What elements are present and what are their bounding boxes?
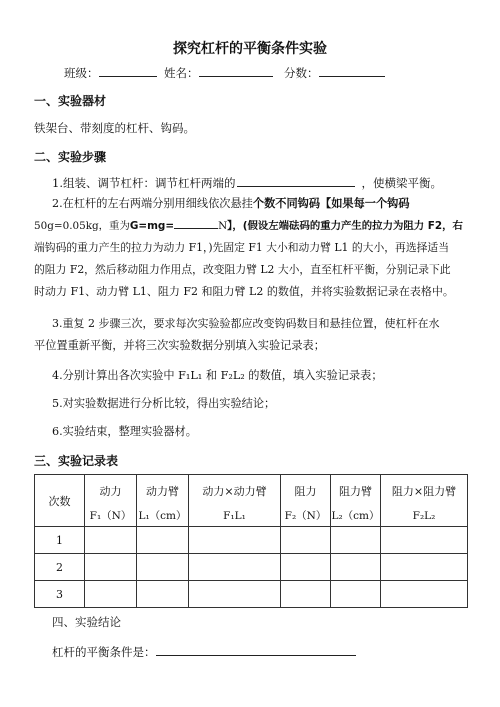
table-cell[interactable] xyxy=(189,554,281,581)
step-2-line-5: 时动力 F1、动力臂 L1、阻力 F2 和阻力臂 L2 的数值，并将实验数据记录在表格中。 xyxy=(34,285,454,298)
table-cell[interactable] xyxy=(381,527,468,554)
step-1-blank[interactable] xyxy=(237,174,355,187)
step-2-bold-text: 个数不同钩码 xyxy=(252,197,321,210)
name-label: 姓名： xyxy=(164,66,199,80)
row-number: 3 xyxy=(35,581,85,608)
table-cell[interactable] xyxy=(137,527,189,554)
section-equipment-heading: 一、实验器材 xyxy=(34,94,107,108)
step-2-line-2d: 】，(假设左端砝码的重力产生的拉力为阻力 F2，右 xyxy=(227,220,463,232)
step-3-line-2: 平位置重新平衡，并将三次实验数据分别填入实验记录表； xyxy=(34,339,325,352)
header-arm2 xyxy=(331,475,381,527)
class-blank[interactable] xyxy=(99,64,157,77)
table-cell[interactable] xyxy=(137,554,189,581)
table-row xyxy=(35,527,468,554)
table-cell[interactable] xyxy=(381,554,468,581)
score-label: 分数： xyxy=(284,66,319,80)
header-product2-unit: F₂L₂ xyxy=(412,509,436,522)
step-1 xyxy=(52,174,442,191)
header-force2-label: 阻力 xyxy=(294,484,317,498)
class-field xyxy=(64,64,157,81)
step-6: 6.实验结束，整理实验器材。 xyxy=(52,425,197,438)
table-cell[interactable] xyxy=(331,581,381,608)
header-arm1 xyxy=(137,475,189,527)
header-product2 xyxy=(381,475,468,527)
header-product1-label: 动力×动力臂 xyxy=(202,484,267,498)
table-cell[interactable] xyxy=(189,527,281,554)
table-header-row xyxy=(35,475,468,527)
step-2-line-2b: G=mg= xyxy=(129,220,175,232)
table-cell[interactable] xyxy=(85,581,137,608)
table-cell[interactable] xyxy=(189,581,281,608)
section-conclusion-heading: 四、实验结论 xyxy=(52,615,121,629)
record-table xyxy=(34,474,468,608)
header-product2-label: 阻力×阻力臂 xyxy=(391,484,457,498)
header-force2-unit: F₂（N） xyxy=(284,509,327,522)
step-3-line-1: 3.重复 2 步骤三次，要求每次实验验都应改变钩码数目和悬挂位置，使杠杆在水 xyxy=(52,317,440,330)
weight-blank[interactable] xyxy=(174,216,218,229)
table-cell[interactable] xyxy=(281,554,331,581)
table-cell[interactable] xyxy=(85,554,137,581)
step-2-line-1 xyxy=(52,193,410,215)
equipment-text: 铁架台、带刻度的杠杆、钩码。 xyxy=(34,121,195,135)
step-2-text-a: 2.在杠杆的左右两端分别用细线依次悬挂 xyxy=(52,197,253,210)
table-row xyxy=(35,581,468,608)
step-2-line-2c: N xyxy=(218,220,228,232)
step-2-line-4: 的阻力 F2，然后移动阻力作用点，改变阻力臂 L2 大小，直至杠杆平衡，分别记录下此 xyxy=(34,263,451,276)
conclusion-line xyxy=(52,643,356,660)
step-2-bracket: 【如果每一个钩码 xyxy=(320,197,410,210)
score-field xyxy=(284,64,385,81)
section-table-heading: 三、实验记录表 xyxy=(34,454,119,468)
score-blank[interactable] xyxy=(319,64,385,77)
name-blank[interactable] xyxy=(199,64,273,77)
conclusion-blank[interactable] xyxy=(156,643,356,656)
table-cell[interactable] xyxy=(137,581,189,608)
header-arm1-label: 动力臂 xyxy=(146,484,179,498)
table-cell[interactable] xyxy=(281,581,331,608)
header-force1-label: 动力 xyxy=(99,484,122,498)
header-arm2-label: 阻力臂 xyxy=(339,484,372,498)
name-field xyxy=(164,64,273,81)
header-arm2-unit: L₂（cm） xyxy=(331,509,380,522)
row-number: 2 xyxy=(35,554,85,581)
table-cell[interactable] xyxy=(331,527,381,554)
step-2-line-2 xyxy=(34,215,463,237)
step-1-text-a: 1.组装、调节杠杆：调节杠杆两端的 xyxy=(52,176,236,190)
row-number: 1 xyxy=(35,527,85,554)
header-arm1-unit: L₁（cm） xyxy=(138,509,187,522)
table-cell[interactable] xyxy=(281,527,331,554)
step-1-text-b: ，使横梁平衡。 xyxy=(361,176,442,190)
header-force1 xyxy=(85,475,137,527)
step-4: 4.分别计算出各次实验中 F₁L₁ 和 F₂L₂ 的数值，填入实验记录表； xyxy=(52,369,383,382)
step-5: 5.对实验数据进行分析比较，得出实验结论； xyxy=(52,397,276,410)
header-force2 xyxy=(281,475,331,527)
table-row xyxy=(35,554,468,581)
header-force1-unit: F₁（N） xyxy=(89,509,132,522)
step-2-line-3: 端钩码的重力产生的拉力为动力 F1，)先固定 F1 大小和动力臂 L1 的大小，再选择适当 xyxy=(34,241,450,254)
header-product1-unit: F₁L₁ xyxy=(223,509,246,522)
table-cell[interactable] xyxy=(85,527,137,554)
page-title: 探究杠杆的平衡条件实验 xyxy=(173,41,327,57)
table-cell[interactable] xyxy=(331,554,381,581)
header-count: 次数 xyxy=(35,475,85,527)
section-steps-heading: 二、实验步骤 xyxy=(34,150,107,164)
step-2-line-2a: 50g=0.05kg，重为 xyxy=(34,220,130,232)
conclusion-label: 杠杆的平衡条件是： xyxy=(52,645,156,659)
class-label: 班级： xyxy=(64,66,99,80)
table-cell[interactable] xyxy=(381,581,468,608)
header-product1 xyxy=(189,475,281,527)
